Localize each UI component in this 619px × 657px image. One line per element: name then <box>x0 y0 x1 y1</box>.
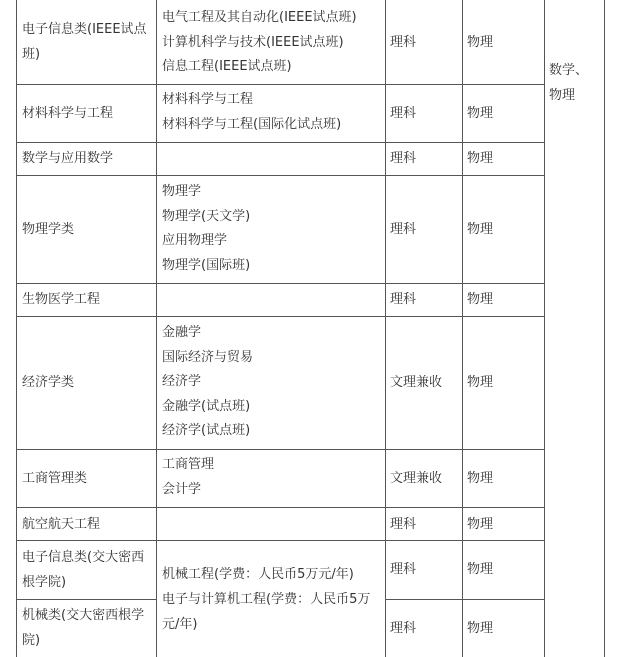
subject-cell: 物理 <box>467 35 494 50</box>
category-cell: 生物医学工程 <box>22 292 101 307</box>
majors-cell: 物理学 物理学(天文学) 应用物理学 物理学(国际班) <box>162 184 251 273</box>
majors-cell: 工商管理 会计学 <box>162 457 215 497</box>
subject-cell: 物理 <box>467 375 494 390</box>
track-cell: 文理兼收 <box>390 471 443 486</box>
subject-cell: 物理 <box>467 517 494 532</box>
track-cell: 理科 <box>390 621 417 636</box>
subject-cell: 物理 <box>467 562 494 577</box>
category-cell: 物理学类 <box>22 222 75 237</box>
row-divider-2 <box>16 142 545 143</box>
track-cell: 理科 <box>390 106 417 121</box>
category-cell: 电子信息类(IEEE试点 班) <box>22 22 147 62</box>
row-divider-7 <box>16 507 545 508</box>
category-cell: 机械类(交大密西根学 院) <box>22 608 145 648</box>
subject-cell: 物理 <box>467 292 494 307</box>
table-border-left <box>16 0 17 657</box>
row-divider-3 <box>16 175 545 176</box>
track-cell: 理科 <box>390 562 417 577</box>
track-cell: 理科 <box>390 222 417 237</box>
shared-majors-cell: 机械工程(学费：人民币5万元/年) 电子与计算机工程(学费：人民币5万 元/年) <box>162 567 371 632</box>
majors-cell: 材料科学与工程 材料科学与工程(国际化试点班) <box>162 92 342 132</box>
track-cell: 理科 <box>390 35 417 50</box>
category-cell: 航空航天工程 <box>22 517 101 532</box>
row-divider-8 <box>16 540 545 541</box>
subject-cell: 物理 <box>467 151 494 166</box>
category-cell: 数学与应用数学 <box>22 151 114 166</box>
track-cell: 理科 <box>390 517 417 532</box>
row-divider-4 <box>16 283 545 284</box>
category-cell: 工商管理类 <box>22 471 88 486</box>
majors-cell: 金融学 国际经济与贸易 经济学 金融学(试点班) 经济学(试点班) <box>162 325 254 439</box>
subject-cell: 物理 <box>467 106 494 121</box>
row-divider-1 <box>16 84 545 85</box>
track-cell: 文理兼收 <box>390 375 443 390</box>
exam-subject-note: 数学、 物理 <box>549 63 589 103</box>
track-cell: 理科 <box>390 151 417 166</box>
col-divider-4 <box>544 0 545 657</box>
category-cell: 材料科学与工程 <box>22 106 114 121</box>
category-cell: 经济学类 <box>22 375 75 390</box>
track-cell: 理科 <box>390 292 417 307</box>
majors-cell: 电气工程及其自动化(IEEE试点班) 计算机科学与技术(IEEE试点班) 信息工程(IEEE试点班) <box>162 10 357 75</box>
col-divider-2 <box>385 0 386 657</box>
subject-cell: 物理 <box>467 471 494 486</box>
subject-cell: 物理 <box>467 621 494 636</box>
row-divider-5 <box>16 316 545 317</box>
row-divider-6 <box>16 449 545 450</box>
table-border-right <box>604 0 605 657</box>
subject-cell: 物理 <box>467 222 494 237</box>
col-divider-1 <box>156 0 157 657</box>
col-divider-3 <box>462 0 463 657</box>
row-divider-9a <box>16 599 157 600</box>
category-cell: 电子信息类(交大密西 根学院) <box>22 550 145 590</box>
row-divider-9b <box>385 599 545 600</box>
